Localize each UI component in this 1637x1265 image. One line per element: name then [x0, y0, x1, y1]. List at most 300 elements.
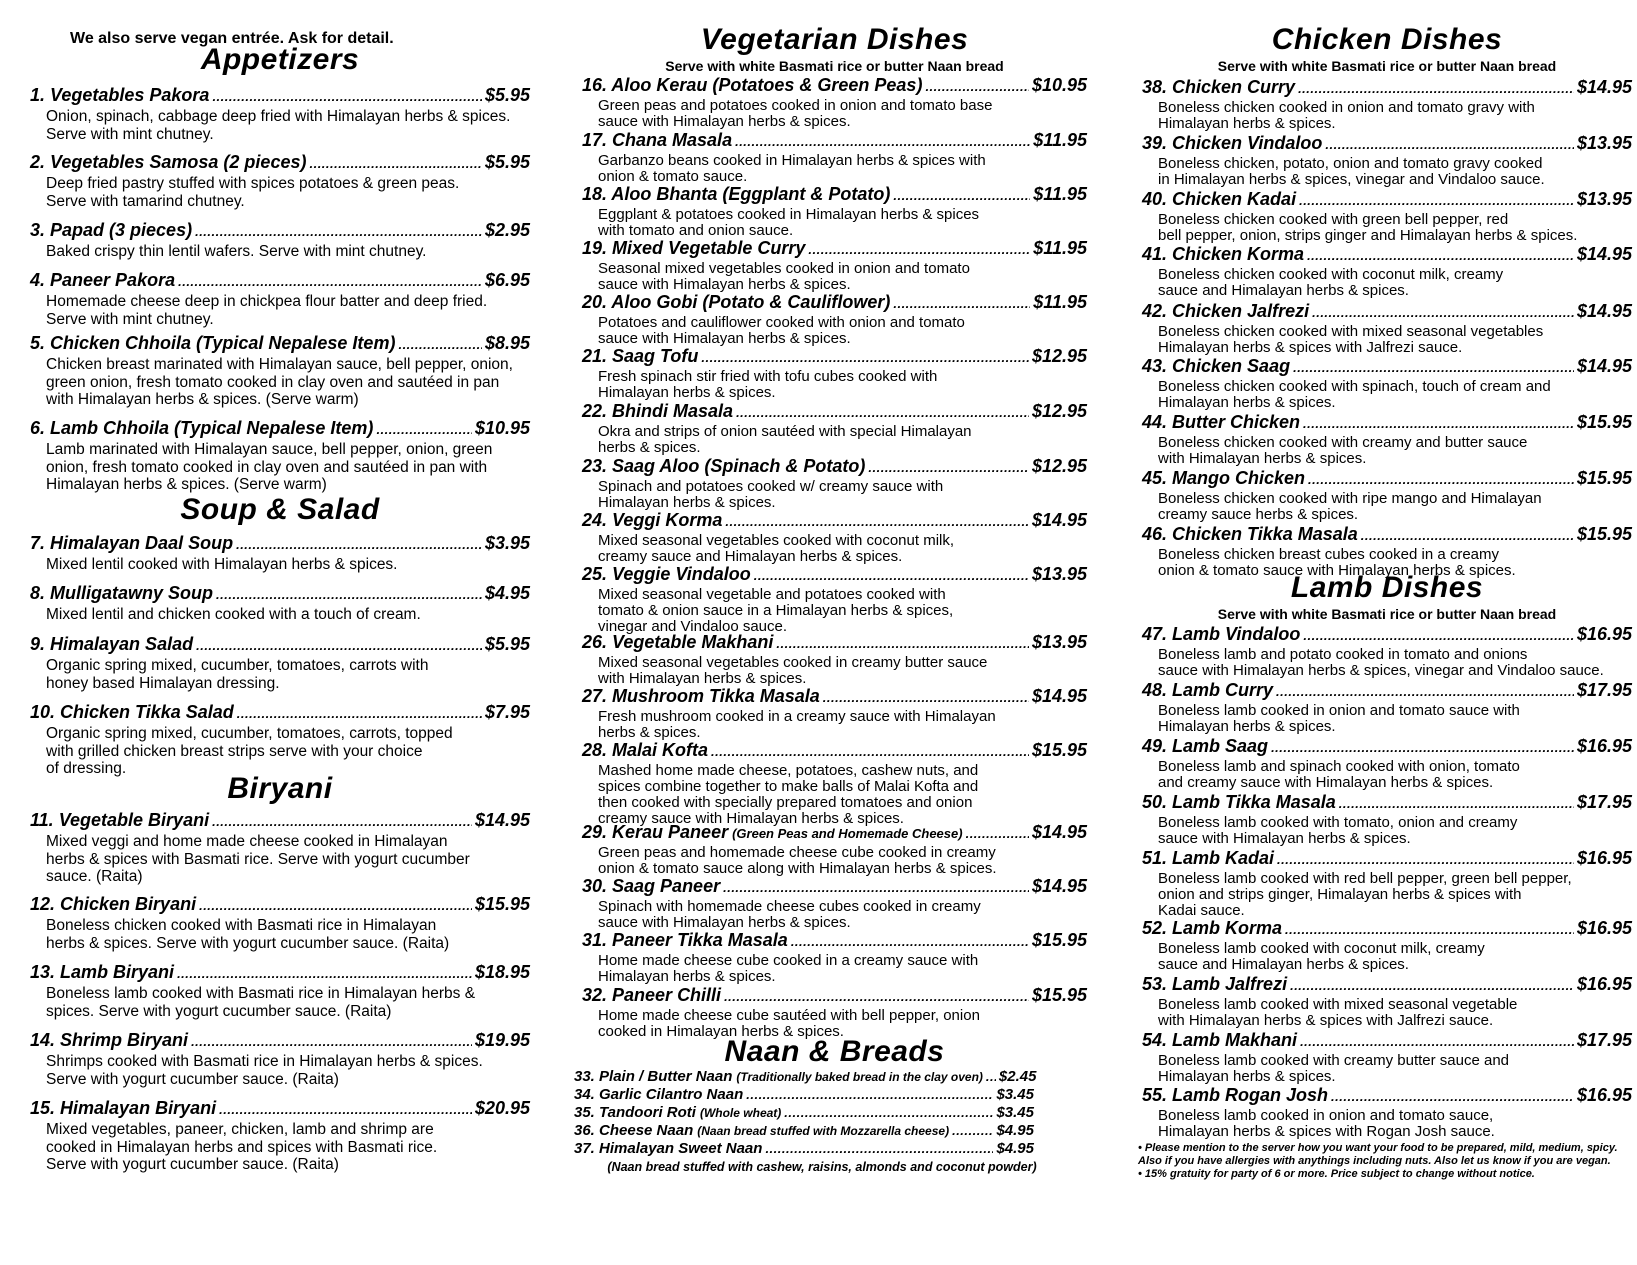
vegetarian-subtitle: Serve with white Basmati rice or butter Naan bread [665, 58, 1004, 74]
menu-item [582, 930, 1087, 985]
menu-item-description [598, 763, 1087, 827]
menu-item [30, 533, 530, 574]
menu-item [1142, 356, 1632, 411]
menu-item-price: $17.95 [1576, 1030, 1632, 1050]
footer-line: Also if you have allergies with anythings including nuts. Also let us know if you are vegan. [1138, 1155, 1611, 1167]
menu-item [30, 152, 530, 210]
menu-item-description [598, 845, 1087, 877]
menu-item-price: $8.95 [484, 333, 530, 353]
description-line: herbs & spices. [598, 724, 701, 741]
menu-item-header [582, 130, 1087, 152]
description-line: Himalayan herbs & spices. [1158, 115, 1336, 132]
description-line: onion & tomato sauce. [598, 168, 748, 185]
dot-leader [1312, 301, 1574, 323]
menu-item [582, 130, 1087, 185]
menu-item-price: $10.95 [474, 418, 530, 438]
menu-item-description [598, 424, 1087, 456]
biryani-title: Biryani [227, 772, 333, 805]
menu-item-header [582, 456, 1087, 478]
menu-item-header [1142, 189, 1632, 211]
menu-item-price: $5.95 [484, 85, 530, 105]
soup-title: Soup & Salad [180, 493, 380, 526]
description-line: Serve with tamarind chutney. [46, 192, 245, 210]
menu-item-price: $14.95 [474, 810, 530, 830]
menu-item-price: $5.95 [484, 634, 530, 654]
description-line: creamy sauce with Himalayan herbs & spices. [598, 810, 904, 827]
dot-leader [1298, 77, 1574, 99]
menu-item-price: $12.95 [1031, 401, 1087, 421]
menu-item-header [30, 333, 530, 355]
description-line: sauce with Himalayan herbs & spices. [1158, 830, 1411, 847]
menu-item-header [582, 740, 1087, 762]
dot-leader [1271, 736, 1574, 758]
menu-item-price: $16.95 [1576, 974, 1632, 994]
menu-item [1142, 77, 1632, 132]
menu-item [1142, 624, 1632, 679]
dot-leader [701, 346, 1029, 368]
menu-item-description [598, 479, 1087, 511]
menu-item-description [1158, 1108, 1632, 1140]
menu-item [30, 634, 530, 692]
dot-leader [1299, 189, 1574, 211]
menu-item-name: 12. Chicken Biryani [30, 894, 197, 914]
description-line: onion and strips ginger, Himalayan herbs & spices with [1158, 886, 1522, 903]
vegetarian-section-header [582, 24, 1087, 74]
menu-item-description [46, 356, 530, 409]
menu-item-price: $20.95 [474, 1098, 530, 1118]
menu-item-header [582, 184, 1087, 206]
description-line: in Himalayan herbs & spices, vinegar and Vindaloo sauce. [1158, 171, 1545, 188]
menu-item-header [1142, 468, 1632, 490]
menu-item-description [46, 833, 530, 886]
menu-item [582, 632, 1087, 687]
bread-item-note: (Naan bread stuffed with Mozzarella cheese) [697, 1124, 950, 1138]
menu-item-description [46, 293, 530, 328]
bread-item-name: 35. Tandoori Roti [574, 1104, 696, 1121]
menu-item-name: 30. Saag Paneer [582, 876, 721, 896]
description-line: Mixed seasonal vegetable and potatoes cooked with [598, 586, 946, 603]
dot-leader [925, 75, 1029, 97]
menu-item [30, 1098, 530, 1174]
bread-item-price: $3.45 [996, 1086, 1034, 1103]
description-line: Serve with yogurt cucumber sauce. (Raita) [46, 1156, 339, 1173]
menu-item-name: 16. Aloo Kerau (Potatoes & Green Peas) [582, 75, 923, 95]
menu-item-header [1142, 680, 1632, 702]
menu-item-description [1158, 941, 1632, 973]
menu-item-name: 41. Chicken Korma [1142, 244, 1305, 264]
menu-item-description [598, 587, 1087, 635]
appetizers-section-header [30, 44, 530, 76]
menu-item-name: 54. Lamb Makhani [1142, 1030, 1298, 1050]
menu-item-header [582, 510, 1087, 532]
description-line: Mixed veggi and home made cheese cooked in Himalayan [46, 833, 448, 850]
menu-item-description [46, 108, 530, 143]
menu-item-name: 27. Mushroom Tikka Masala [582, 686, 820, 706]
dot-leader [893, 292, 1030, 314]
menu-item-price: $16.95 [1576, 918, 1632, 938]
menu-item-name: 18. Aloo Bhanta (Eggplant & Potato) [582, 184, 891, 204]
menu-item-price: $14.95 [1031, 686, 1087, 706]
menu-item-price: $14.95 [1031, 510, 1087, 530]
description-line: tomato & onion sauce in a Himalayan herbs & spices, [598, 602, 954, 619]
footer-notes [1138, 1142, 1637, 1181]
dot-leader [966, 822, 1029, 844]
menu-item-description [46, 985, 530, 1020]
menu-item-price: $4.95 [484, 583, 530, 603]
menu-item-price: $12.95 [1031, 346, 1087, 366]
menu-item-name: 39. Chicken Vindaloo [1142, 133, 1323, 153]
menu-item [30, 418, 530, 494]
menu-item-price: $13.95 [1576, 133, 1632, 153]
description-line: sauce with Himalayan herbs & spices, vinegar and Vindaloo sauce. [1158, 662, 1604, 679]
menu-item [582, 876, 1087, 931]
description-line: sauce and Himalayan herbs & spices. [1158, 956, 1409, 973]
description-line: Serve with yogurt cucumber sauce. (Raita) [46, 1070, 339, 1088]
menu-item [30, 85, 530, 143]
lamb-section-header [1142, 572, 1632, 622]
menu-item-description [1158, 435, 1632, 467]
menu-item-header [1142, 1030, 1632, 1052]
description-line: sauce with Himalayan herbs & spices. [598, 330, 851, 347]
menu-item-name: 15. Himalayan Biryani [30, 1098, 217, 1118]
menu-item-header [1142, 133, 1632, 155]
dot-leader [735, 130, 1030, 152]
menu-item-name: 45. Mango Chicken [1142, 468, 1306, 488]
dot-leader [398, 333, 482, 355]
menu-item [1142, 1030, 1632, 1085]
menu-item-header [30, 894, 530, 916]
menu-item-description [46, 725, 530, 778]
menu-item-price: $15.95 [1031, 930, 1087, 950]
menu-item-price: $13.95 [1576, 189, 1632, 209]
description-line: onion & tomato sauce along with Himalayan herbs & spices. [598, 860, 997, 877]
description-line: then cooked with specially prepared tomatoes and onion [598, 794, 973, 811]
menu-item-name: 31. Paneer Tikka Masala [582, 930, 788, 950]
bread-item [574, 1086, 1034, 1104]
menu-item-description [1158, 703, 1632, 735]
menu-item-name: 1. Vegetables Pakora [30, 85, 210, 105]
dot-leader [986, 1068, 996, 1086]
description-line: Spinach and potatoes cooked w/ creamy sauce with [598, 478, 944, 495]
menu-item [582, 238, 1087, 293]
menu-item [30, 962, 530, 1020]
dot-leader [212, 85, 482, 107]
menu-item-price: $16.95 [1576, 1085, 1632, 1105]
menu-item-header [1142, 1085, 1632, 1107]
description-line: honey based Himalayan dressing. [46, 674, 280, 692]
menu-item-description [598, 315, 1087, 347]
dot-leader [808, 238, 1030, 260]
dot-leader [754, 564, 1029, 586]
description-line: with grilled chicken breast strips serve with your choice [46, 742, 423, 760]
menu-item-price: $2.95 [484, 220, 530, 240]
menu-item-header [30, 220, 530, 242]
menu-item-description [46, 1121, 530, 1174]
bread-item-name: 37. Himalayan Sweet Naan [574, 1140, 763, 1157]
menu-item-name: 44. Butter Chicken [1142, 412, 1301, 432]
description-line: sauce with Himalayan herbs & spices. [598, 914, 851, 931]
menu-item-price: $19.95 [474, 1030, 530, 1050]
description-line: bell pepper, onion, strips ginger and Himalayan herbs & spices. [1158, 227, 1578, 244]
description-line: Boneless chicken cooked with coconut milk, creamy [1158, 266, 1504, 283]
dot-leader [746, 1086, 993, 1104]
dot-leader [196, 634, 482, 656]
menu-item [582, 401, 1087, 456]
description-line: Himalayan herbs & spices with Rogan Josh sauce. [1158, 1123, 1495, 1140]
menu-item-header [582, 401, 1087, 423]
menu-item [1142, 680, 1632, 735]
dot-leader [893, 184, 1030, 206]
description-line: Himalayan herbs & spices. [1158, 1068, 1336, 1085]
description-line: with Himalayan herbs & spices. [598, 670, 807, 687]
menu-item [30, 270, 530, 328]
menu-item-header [582, 686, 1087, 708]
dot-leader [823, 686, 1029, 708]
dot-leader [1285, 918, 1574, 940]
bread-item-price: $2.45 [998, 1068, 1037, 1085]
description-line: Himalayan herbs & spices. [1158, 718, 1336, 735]
bread-item-price: $4.95 [996, 1140, 1034, 1157]
naan-title: Naan & Breads [724, 1035, 945, 1068]
dot-leader [178, 270, 482, 292]
description-line: Himalayan herbs & spices. [598, 968, 776, 985]
description-line: Green peas and homemade cheese cube cooked in creamy [598, 844, 996, 861]
dot-leader [1325, 133, 1574, 155]
menu-item-name: 9. Himalayan Salad [30, 634, 194, 654]
dot-leader [765, 1140, 993, 1158]
bread-item-name: 33. Plain / Butter Naan [574, 1068, 733, 1085]
menu-item-description [1158, 997, 1632, 1029]
menu-item-name: 3. Papad (3 pieces) [30, 220, 193, 240]
description-line: Boneless lamb and spinach cooked with onion, tomato [1158, 758, 1520, 775]
menu-item-price: $15.95 [1031, 985, 1087, 1005]
description-line: cooked in Himalayan herbs and spices with Basmati rice. [46, 1138, 438, 1156]
menu-item-name: 49. Lamb Saag [1142, 736, 1269, 756]
menu-item-name: 4. Paneer Pakora [30, 270, 176, 290]
menu-item-price: $17.95 [1576, 680, 1632, 700]
menu-item-name: 51. Lamb Kadai [1142, 848, 1275, 868]
menu-item-header [1142, 356, 1632, 378]
dot-leader [195, 220, 482, 242]
dot-leader [1290, 974, 1574, 996]
menu-item-note: (Green Peas and Homemade Cheese) [732, 826, 963, 841]
menu-item [1142, 1085, 1632, 1140]
bread-item-row [574, 1086, 1034, 1104]
dot-leader [199, 894, 472, 916]
menu-item-header [30, 1098, 530, 1120]
dot-leader [1331, 1085, 1574, 1107]
description-line: with Himalayan herbs & spices. [1158, 450, 1367, 467]
menu-item-price: $14.95 [1576, 301, 1632, 321]
menu-item-description [598, 899, 1087, 931]
bread-item [574, 1068, 1037, 1086]
menu-item-name: 17. Chana Masala [582, 130, 733, 150]
menu-item-header [582, 346, 1087, 368]
bread-item [574, 1104, 1034, 1122]
menu-item [1142, 918, 1632, 973]
menu-item-description [598, 533, 1087, 565]
menu-item [1142, 848, 1632, 919]
description-line: Boneless chicken cooked with mixed seasonal vegetables [1158, 323, 1544, 340]
menu-item-description [1158, 647, 1632, 679]
chicken-title: Chicken Dishes [1271, 23, 1503, 56]
description-line: with Himalayan herbs & spices with Jalfrezi sauce. [1158, 1012, 1494, 1029]
description-line: Boneless lamb cooked with mixed seasonal vegetable [1158, 996, 1518, 1013]
menu-item-header [582, 876, 1087, 898]
menu-item-name: 38. Chicken Curry [1142, 77, 1296, 97]
dot-leader [212, 810, 472, 832]
description-line: vinegar and Vindaloo sauce. [598, 618, 788, 635]
bread-item-note: (Traditionally baked bread in the clay oven) [736, 1070, 983, 1084]
menu-item-header [582, 822, 1087, 844]
menu-item-price: $6.95 [484, 270, 530, 290]
bread-item-row [574, 1068, 1037, 1086]
description-line: onion, fresh tomato cooked in clay oven and sautéed in pan with [46, 458, 488, 476]
description-line: Serve with mint chutney. [46, 125, 214, 143]
vegetarian-title: Vegetarian Dishes [700, 23, 969, 56]
menu-item-header [1142, 524, 1632, 546]
dot-leader [1339, 792, 1574, 814]
description-line: Eggplant & potatoes cooked in Himalayan herbs & spices [598, 206, 980, 223]
menu-item-name: 25. Veggie Vindaloo [582, 564, 751, 584]
description-line: Boneless lamb cooked with Basmati rice in Himalayan herbs & [46, 985, 476, 1002]
menu-item-description [1158, 379, 1632, 411]
menu-item-price: $10.95 [1031, 75, 1087, 95]
bread-item-price: $4.95 [996, 1122, 1034, 1139]
menu-item-header [582, 632, 1087, 654]
menu-item [1142, 244, 1632, 299]
description-line: Himalayan herbs & spices. [598, 384, 776, 401]
description-line: Mixed vegetables, paneer, chicken, lamb and shrimp are [46, 1121, 434, 1138]
dot-leader [952, 1122, 993, 1140]
description-line: spices combine together to make balls of Malai Kofta and [598, 778, 979, 795]
dot-leader [724, 985, 1029, 1007]
dot-leader [1293, 356, 1574, 378]
menu-item-header [30, 583, 530, 605]
menu-item-description [1158, 871, 1632, 919]
menu-item-header [582, 985, 1087, 1007]
menu-item-name: 5. Chicken Chhoila (Typical Nepalese Item) [30, 333, 396, 353]
menu-item-description [46, 556, 530, 574]
description-line: Mixed seasonal vegetables cooked with coconut milk, [598, 532, 955, 549]
menu-item-description [598, 709, 1087, 741]
menu-item-price: $16.95 [1576, 624, 1632, 644]
menu-item [582, 75, 1087, 130]
description-line: Boneless lamb cooked with tomato, onion and creamy [1158, 814, 1518, 831]
description-line: Himalayan herbs & spices. [1158, 394, 1336, 411]
menu-item-header [30, 1030, 530, 1052]
dot-leader [736, 401, 1029, 423]
menu-item-description [1158, 1053, 1632, 1085]
description-line: Home made cheese cube sautéed with bell pepper, onion [598, 1007, 980, 1024]
menu-item [30, 220, 530, 261]
menu-item-description [598, 369, 1087, 401]
menu-item [30, 894, 530, 952]
menu-item-name: 29. Kerau Paneer [582, 822, 729, 842]
footer-line: • 15% gratuity for party of 6 or more. Price subject to change without notice. [1138, 1168, 1535, 1180]
description-line: Homemade cheese deep in chickpea flour batter and deep fried. [46, 293, 488, 310]
menu-item-header [30, 85, 530, 107]
menu-item-price: $15.95 [1031, 740, 1087, 760]
description-line: Boneless lamb cooked with coconut milk, creamy [1158, 940, 1485, 957]
menu-item-description [1158, 100, 1632, 132]
menu-item-name: 7. Himalayan Daal Soup [30, 533, 234, 553]
menu-item-price: $14.95 [1576, 77, 1632, 97]
dot-leader [216, 583, 482, 605]
menu-item [582, 184, 1087, 239]
description-line: Boneless chicken cooked with ripe mango and Himalayan [1158, 490, 1542, 507]
menu-item-name: 13. Lamb Biryani [30, 962, 175, 982]
dot-leader [725, 510, 1029, 532]
menu-item [1142, 133, 1632, 188]
dot-leader [376, 418, 472, 440]
menu-item-name: 50. Lamb Tikka Masala [1142, 792, 1336, 812]
menu-item-name: 42. Chicken Jalfrezi [1142, 301, 1310, 321]
menu-item [30, 1030, 530, 1088]
menu-item-header [1142, 244, 1632, 266]
description-line: Green peas and potatoes cooked in onion and tomato base [598, 97, 993, 114]
menu-item-price: $13.95 [1031, 564, 1087, 584]
menu-item-name: 40. Chicken Kadai [1142, 189, 1297, 209]
menu-item-header [30, 962, 530, 984]
menu-item [582, 456, 1087, 511]
menu-item-description [46, 175, 530, 210]
menu-item-header [30, 533, 530, 555]
menu-item-description [1158, 324, 1632, 356]
description-line: Boneless chicken cooked with Basmati rice in Himalayan [46, 917, 437, 934]
menu-item-name: 23. Saag Aloo (Spinach & Potato) [582, 456, 866, 476]
menu-item-description [1158, 212, 1632, 244]
description-line: herbs & spices. [598, 439, 701, 456]
dot-leader [1307, 244, 1574, 266]
description-line: Boneless chicken cooked with creamy and butter sauce [1158, 434, 1528, 451]
menu-item-name: 55. Lamb Rogan Josh [1142, 1085, 1329, 1105]
dot-leader [1303, 412, 1574, 434]
description-line: creamy sauce and Himalayan herbs & spices. [598, 548, 903, 565]
menu-item [582, 822, 1087, 877]
description-line: Shrimps cooked with Basmati rice in Himalayan herbs & spices. [46, 1053, 483, 1070]
menu-item-name: 21. Saag Tofu [582, 346, 699, 366]
menu-item-header [30, 810, 530, 832]
menu-item-header [1142, 918, 1632, 940]
menu-item-name: 28. Malai Kofta [582, 740, 709, 760]
menu-item-name: 2. Vegetables Samosa (2 pieces) [30, 152, 307, 172]
dot-leader [236, 533, 482, 555]
menu-item-header [582, 238, 1087, 260]
menu-item [582, 686, 1087, 741]
description-line: Okra and strips of onion sautéed with special Himalayan [598, 423, 972, 440]
menu-item [582, 510, 1087, 565]
description-line: Serve with mint chutney. [46, 310, 214, 328]
menu-item-description [598, 655, 1087, 687]
menu-item-header [1142, 736, 1632, 758]
footer-line: • Please mention to the server how you want your food to be prepared, mild, medium, spicy. [1138, 1142, 1618, 1154]
description-line: Seasonal mixed vegetables cooked in onion and tomato [598, 260, 970, 277]
menu-item-description [598, 261, 1087, 293]
dot-leader [1276, 680, 1574, 702]
description-line: Lamb marinated with Himalayan sauce, bell pepper, onion, green [46, 441, 493, 458]
menu-item-price: $17.95 [1576, 792, 1632, 812]
menu-item-name: 47. Lamb Vindaloo [1142, 624, 1301, 644]
menu-item-price: $18.95 [474, 962, 530, 982]
menu-item [582, 346, 1087, 401]
menu-item [1142, 301, 1632, 356]
menu-item-name: 43. Chicken Saag [1142, 356, 1291, 376]
description-line: Mixed lentil cooked with Himalayan herbs & spices. [46, 556, 398, 573]
description-line: Boneless lamb and potato cooked in tomato and onions [1158, 646, 1528, 663]
dot-leader [1300, 1030, 1574, 1052]
menu-item [1142, 468, 1632, 523]
